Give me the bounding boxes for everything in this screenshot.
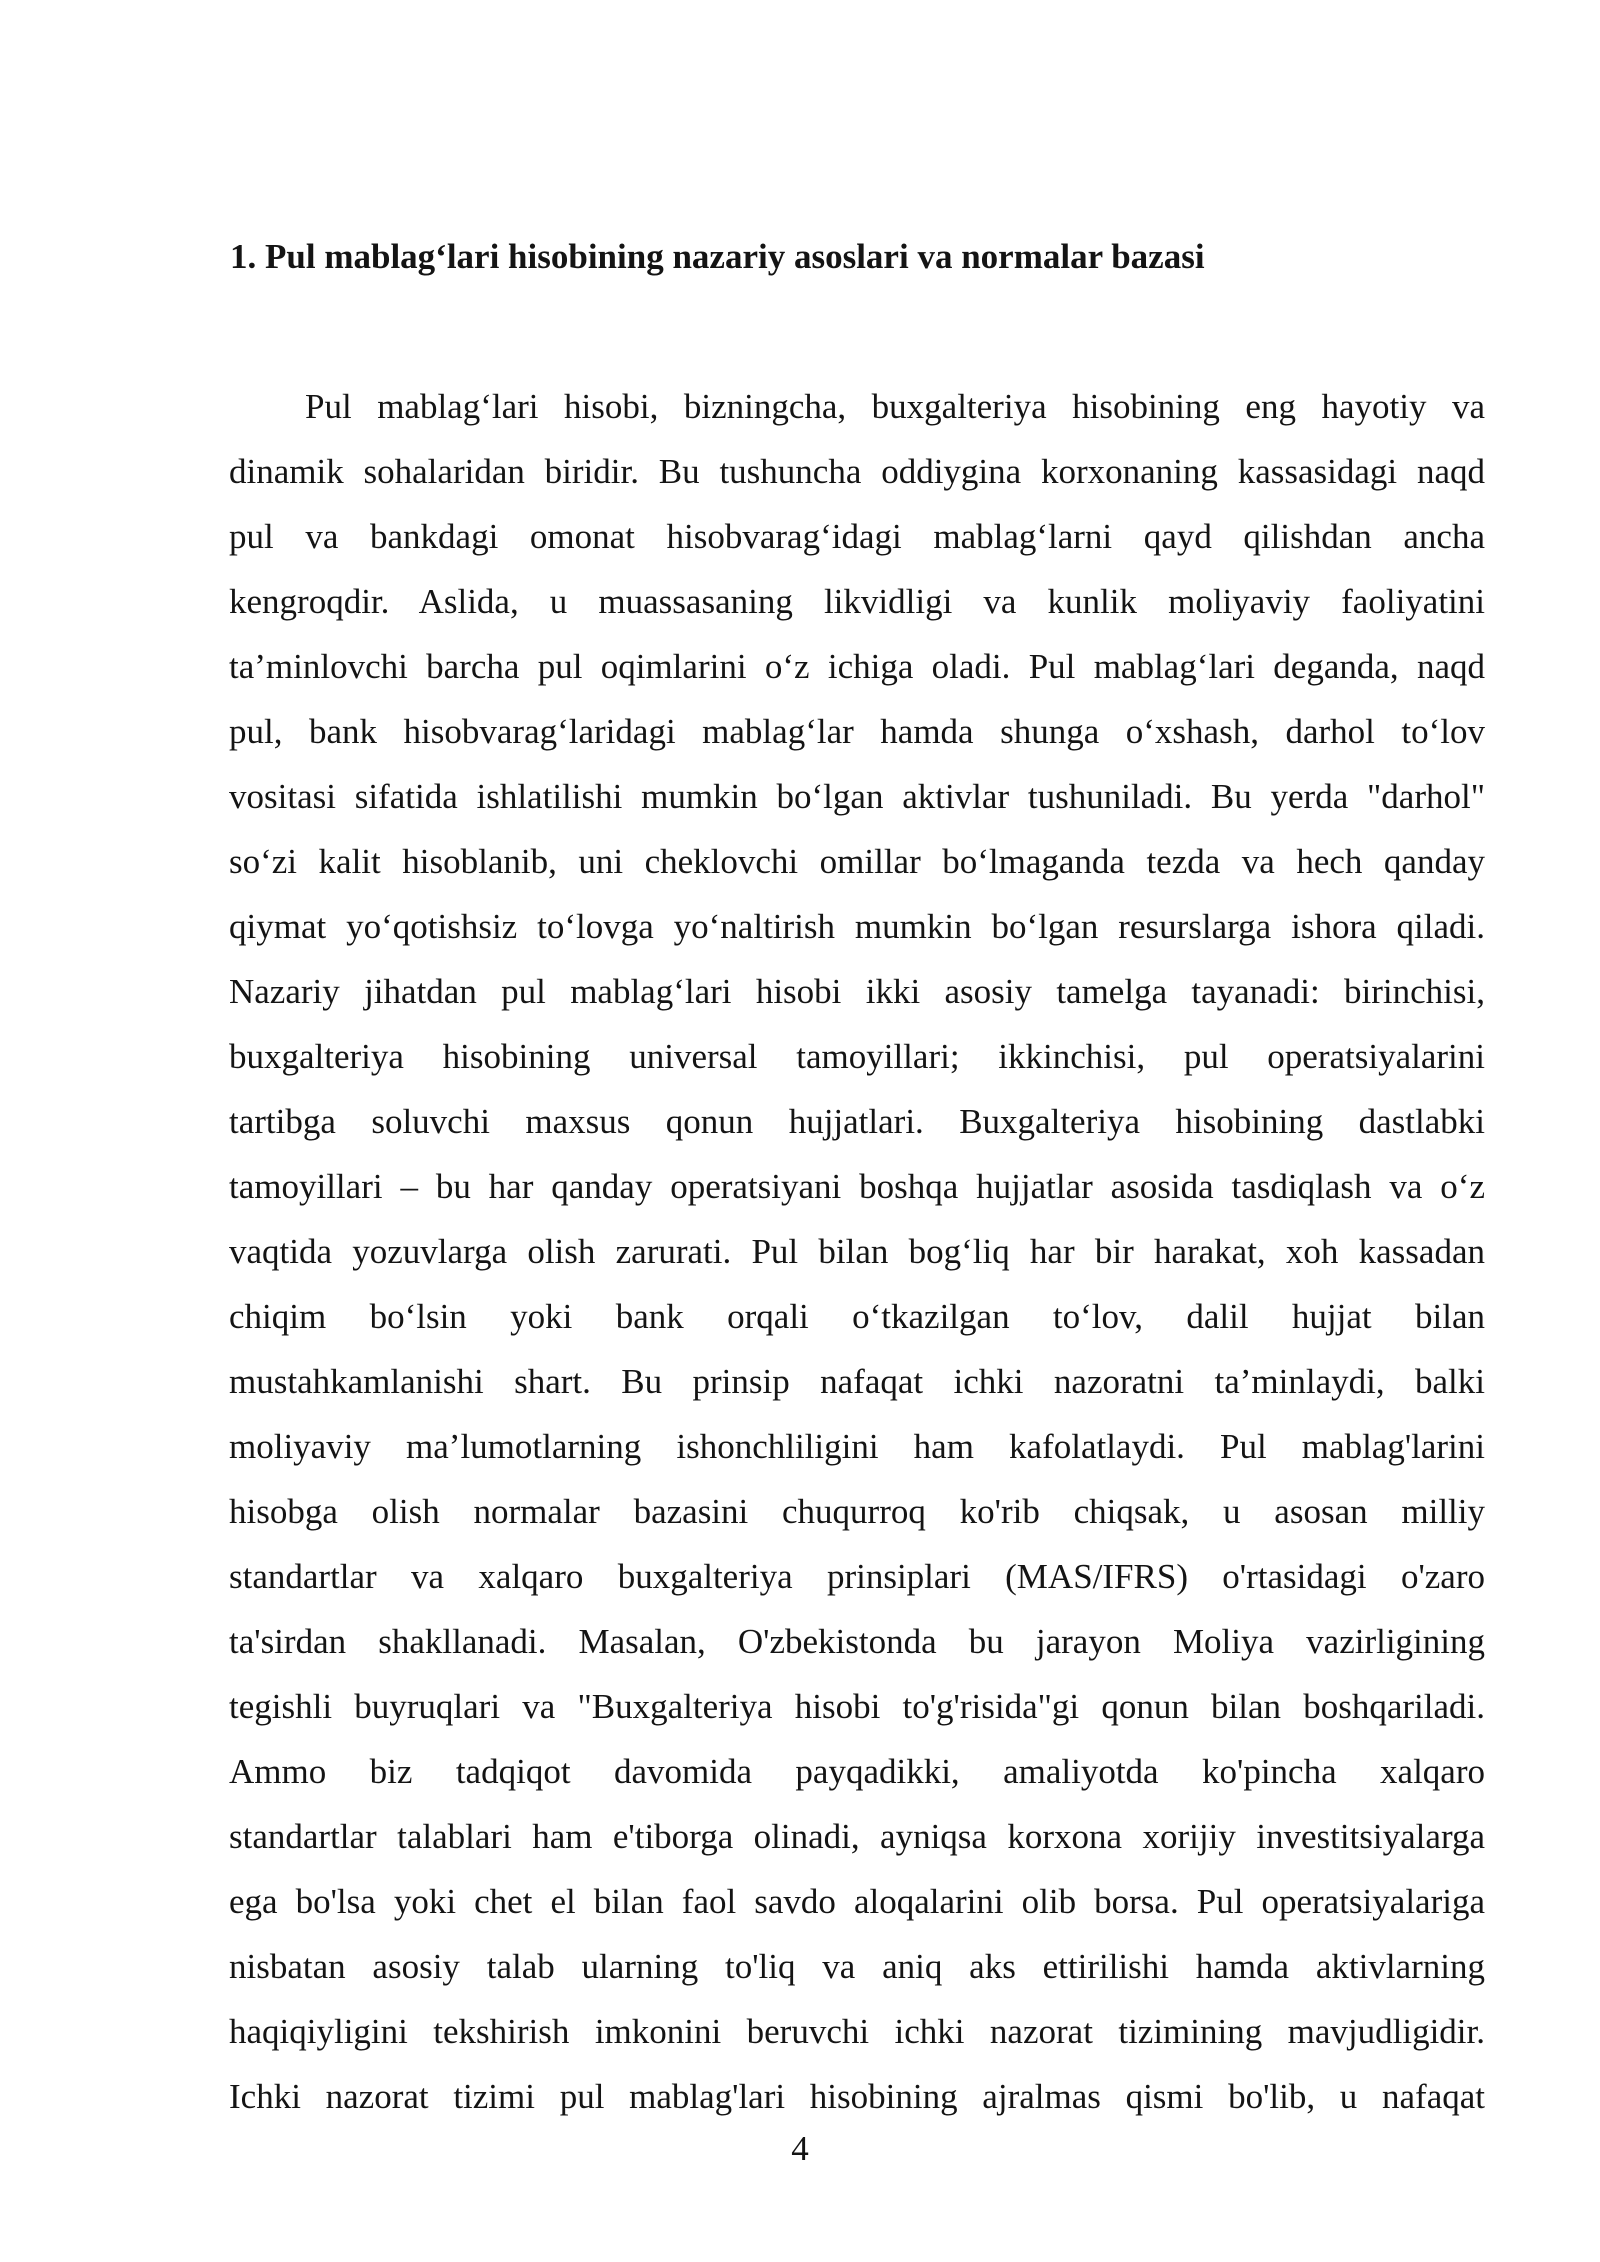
text-line: pul, bank hisobvarag‘laridagi mablag‘lar hamda shunga o‘xshash, darhol to‘lov [229,712,1485,751]
section-heading: 1. Pul mablag‘lari hisobining nazariy asoslari va normalar bazasi [230,237,1205,276]
text-line: pul va bankdagi omonat hisobvarag‘idagi mablag‘larni qayd qilishdan ancha [229,517,1485,556]
text-line: ta'sirdan shakllanadi. Masalan, O'zbekistonda bu jarayon Moliya vazirligining [229,1622,1485,1661]
text-line: chiqim bo‘lsin yoki bank orqali o‘tkazilgan to‘lov, dalil hujjat bilan [229,1297,1485,1336]
body-paragraph [229,374,1485,2129]
text-line: standartlar va xalqaro buxgalteriya prinsiplari (MAS/IFRS) o'rtasidagi o'zaro [229,1557,1485,1596]
text-line: haqiqiyligini tekshirish imkonini beruvchi ichki nazorat tizimining mavjudligidir. [229,2012,1485,2051]
text-line: tartibga soluvchi maxsus qonun hujjatlari. Buxgalteriya hisobining dastlabki [229,1102,1485,1141]
text-line: standartlar talablari ham e'tiborga olinadi, ayniqsa korxona xorijiy investitsiyalarga [229,1817,1485,1856]
text-line: vaqtida yozuvlarga olish zarurati. Pul bilan bog‘liq har bir harakat, xoh kassadan [229,1232,1485,1271]
text-line: Ichki nazorat tizimi pul mablag'lari hisobining ajralmas qismi bo'lib, u nafaqat [229,2077,1485,2116]
text-line: buxgalteriya hisobining universal tamoyillari; ikkinchisi, pul operatsiyalarini [229,1037,1485,1076]
text-line: Ammo biz tadqiqot davomida payqadikki, amaliyotda ko'pincha xalqaro [229,1752,1485,1791]
text-line: nisbatan asosiy talab ularning to'liq va aniq aks ettirilishi hamda aktivlarning [229,1947,1485,1986]
text-line: dinamik sohalaridan biridir. Bu tushuncha oddiygina korxonaning kassasidagi naqd [229,452,1485,491]
text-line: Nazariy jihatdan pul mablag‘lari hisobi ikki asosiy tamelga tayanadi: birinchisi, [229,972,1485,1011]
text-line: hisobga olish normalar bazasini chuqurroq ko'rib chiqsak, u asosan milliy [229,1492,1485,1531]
text-line: so‘zi kalit hisoblanib, uni cheklovchi omillar bo‘lmaganda tezda va hech qanday [229,842,1485,881]
text-line: tegishli buyruqlari va "Buxgalteriya hisobi to'g'risida"gi qonun bilan boshqariladi. [229,1687,1485,1726]
text-line: moliyaviy ma’lumotlarning ishonchliligini ham kafolatlaydi. Pul mablag'larini [229,1427,1485,1466]
text-line: kengroqdir. Aslida, u muassasaning likvidligi va kunlik moliyaviy faoliyatini [229,582,1485,621]
text-line: qiymat yo‘qotishsiz to‘lovga yo‘naltirish mumkin bo‘lgan resurslarga ishora qiladi. [229,907,1485,946]
text-line: tamoyillari – bu har qanday operatsiyani boshqa hujjatlar asosida tasdiqlash va o‘z [229,1167,1485,1206]
text-line: ega bo'lsa yoki chet el bilan faol savdo aloqalarini olib borsa. Pul operatsiyalariga [229,1882,1485,1921]
text-line: mustahkamlanishi shart. Bu prinsip nafaqat ichki nazoratni ta’minlaydi, balki [229,1362,1485,1401]
text-line: ta’minlovchi barcha pul oqimlarini o‘z ichiga oladi. Pul mablag‘lari deganda, naqd [229,647,1485,686]
text-line: vositasi sifatida ishlatilishi mumkin bo‘lgan aktivlar tushuniladi. Bu yerda "darhol" [229,777,1485,816]
text-line: Pul mablag‘lari hisobi, bizningcha, buxgalteriya hisobining eng hayotiy va [305,387,1485,426]
page-number: 4 [791,2129,809,2168]
